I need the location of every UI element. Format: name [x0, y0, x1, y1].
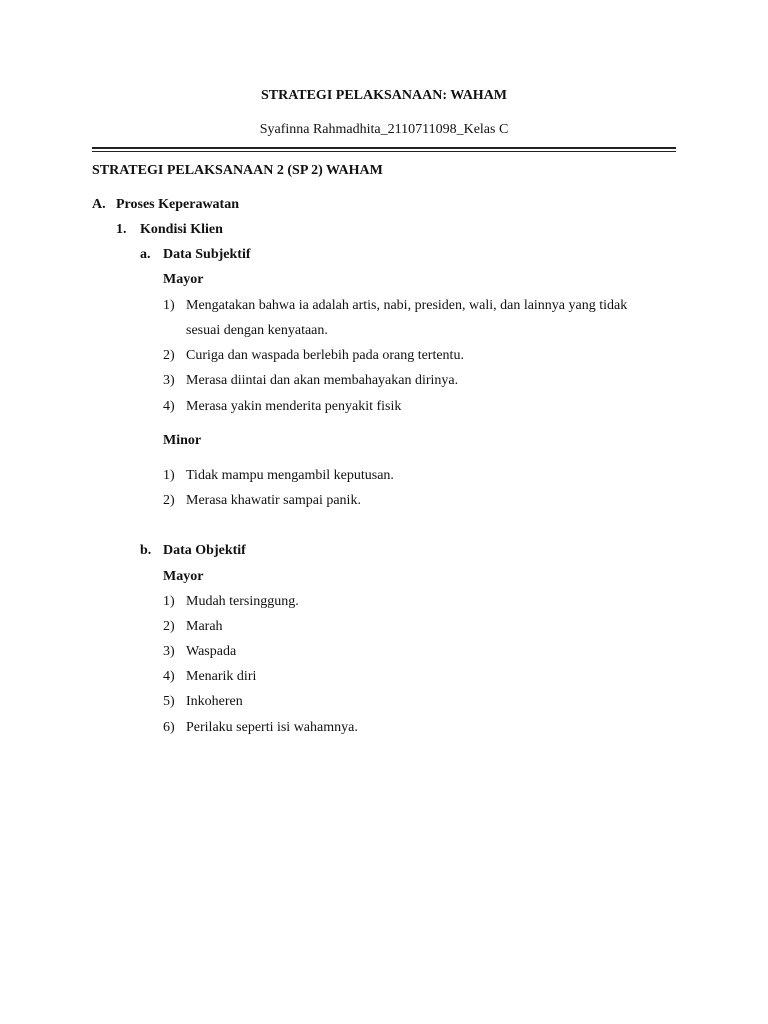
- section-title: STRATEGI PELAKSANAAN 2 (SP 2) WAHAM: [92, 163, 383, 178]
- list-item: Merasa khawatir sampai panik.: [186, 493, 361, 508]
- list-number: 6): [163, 720, 175, 735]
- subjektif-mayor-label: Mayor: [163, 272, 204, 287]
- list-item: Mudah tersinggung.: [186, 594, 299, 609]
- list-item: Merasa diintai dan akan membahayakan dirinya.: [186, 373, 459, 388]
- list-number: 2): [163, 493, 175, 508]
- author-line: Syafinna Rahmadhita_2110711098_Kelas C: [259, 122, 509, 137]
- document-title: STRATEGI PELAKSANAAN: WAHAM: [260, 88, 508, 103]
- item-1-marker: 1.: [116, 222, 127, 237]
- objektif-marker: b.: [140, 543, 152, 558]
- part-a-heading: Proses Keperawatan: [116, 197, 239, 212]
- list-number: 1): [163, 594, 175, 609]
- list-number: 1): [163, 468, 175, 483]
- list-number: 4): [163, 399, 175, 414]
- list-number: 1): [163, 298, 175, 313]
- objektif-heading: Data Objektif: [163, 543, 246, 558]
- list-item: Inkoheren: [186, 694, 243, 709]
- list-number: 3): [163, 373, 175, 388]
- list-number: 2): [163, 619, 175, 634]
- list-item: Marah: [186, 619, 223, 634]
- subjektif-marker: a.: [140, 247, 151, 262]
- subjektif-heading: Data Subjektif: [163, 247, 251, 262]
- list-item: Perilaku seperti isi wahamnya.: [186, 720, 358, 735]
- list-number: 4): [163, 669, 175, 684]
- list-number: 2): [163, 348, 175, 363]
- header-divider-thin: [92, 151, 676, 152]
- list-item: Menarik diri: [186, 669, 257, 684]
- item-1-heading: Kondisi Klien: [140, 222, 223, 237]
- part-a-marker: A.: [92, 197, 106, 212]
- list-number: 3): [163, 644, 175, 659]
- list-number: 5): [163, 694, 175, 709]
- list-item: Merasa yakin menderita penyakit fisik: [186, 399, 402, 414]
- list-item: Curiga dan waspada berlebih pada orang tertentu.: [186, 348, 464, 363]
- list-item-continuation: sesuai dengan kenyataan.: [186, 323, 328, 338]
- objektif-mayor-label: Mayor: [163, 569, 204, 584]
- list-item: Mengatakan bahwa ia adalah artis, nabi, presiden, wali, dan lainnya yang tidak: [186, 298, 628, 313]
- header-divider-thick: [92, 147, 676, 149]
- subjektif-minor-label: Minor: [163, 433, 202, 448]
- list-item: Tidak mampu mengambil keputusan.: [186, 468, 394, 483]
- list-item: Waspada: [186, 644, 237, 659]
